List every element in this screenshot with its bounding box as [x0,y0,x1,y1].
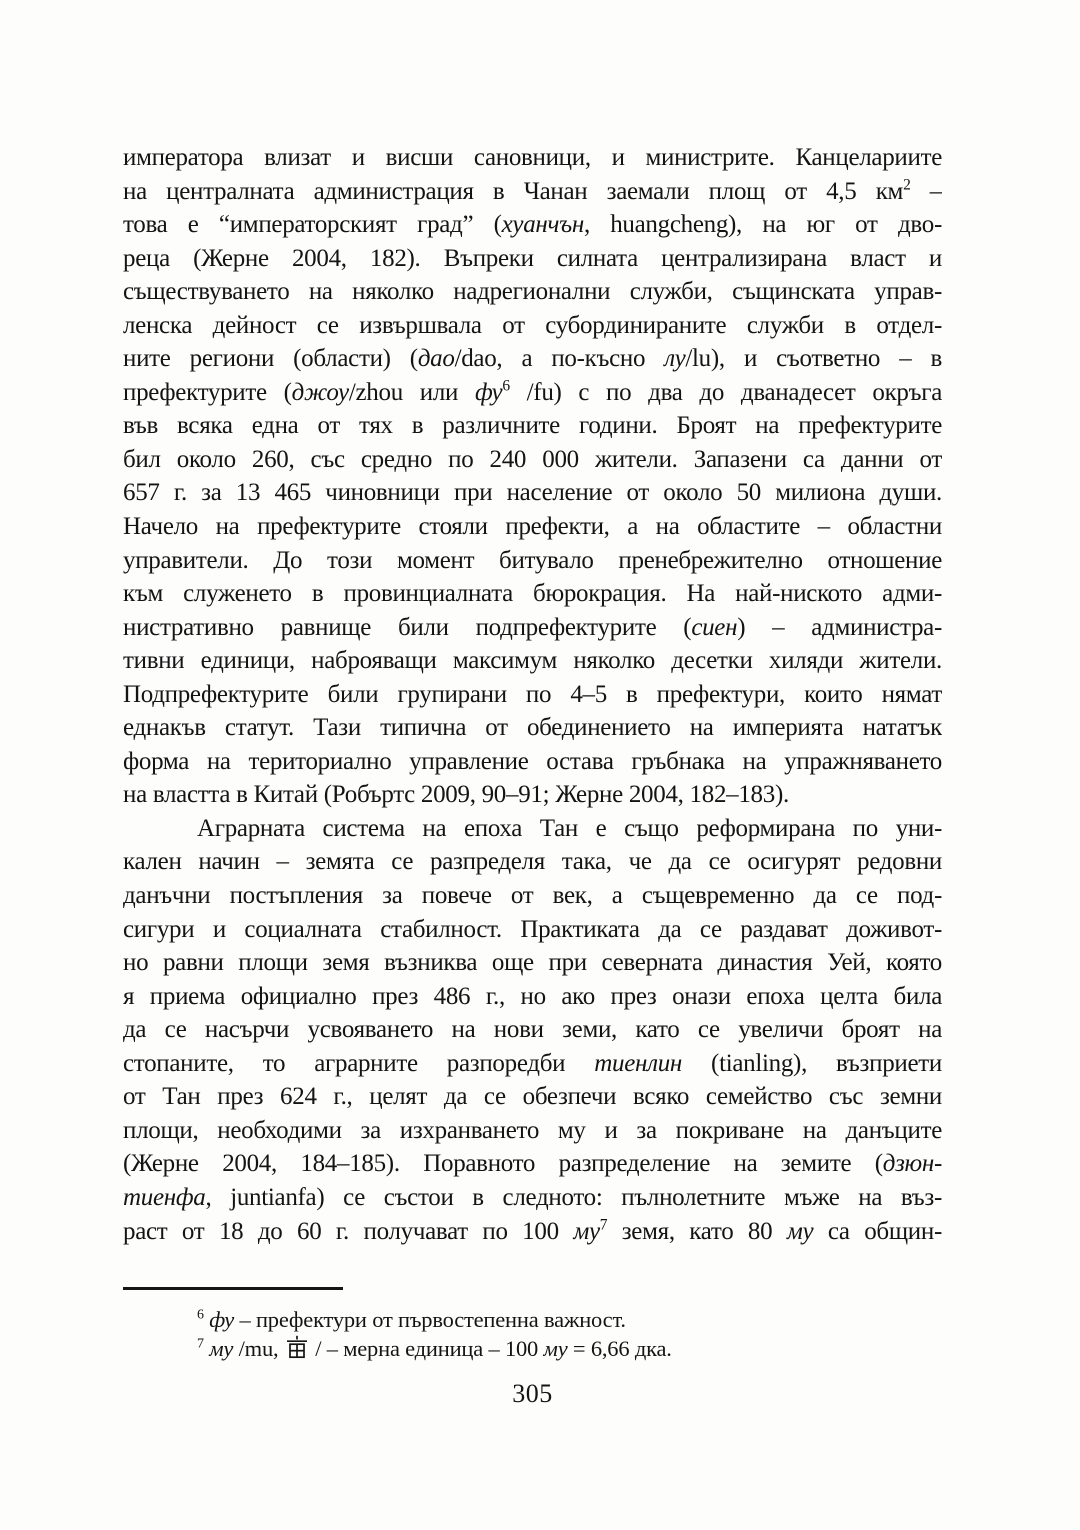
text-line [123,946,942,980]
text-line [123,980,942,1014]
text-line [123,745,942,779]
text-segment: реца (Жерне 2004, 182). Въпреки силната централизирана власт и [123,244,942,272]
text-segment: данъчни постъпления за повече от век, а същевременно да се под- [123,882,942,910]
italic-term: му [573,1217,600,1245]
italic-term: дао [417,345,455,373]
text-segment: от Тан през 624 г., целят да се обезпечи всяко семейство със земни [123,1083,942,1111]
text-segment: съществуването на няколко надрегионални служби, същинската управ- [123,278,942,306]
footnote [123,1306,942,1335]
text-segment: Аграрната система на епоха Тан е също реформирана по уни- [197,814,942,842]
text-line [123,476,942,510]
text-segment: но равни площи земя възниква още при северната династия Уей, която [123,949,942,977]
superscript-marker: 6 [502,377,510,395]
italic-term: му [543,1335,568,1361]
text-segment: ленска дейност се извършвала от субординираните служби в отдел- [123,311,942,339]
italic-term: сиен [691,613,738,641]
text-line [123,1181,942,1215]
text-segment: (Жерне 2004, 184–185). Поравното разпределение на земите ( [123,1150,883,1178]
footnotes-block [123,1306,942,1363]
text-line [123,644,942,678]
text-line [123,175,942,209]
text-segment: /lu), и съответно – в [685,345,942,373]
text-line [123,1114,942,1148]
italic-term: джоу [291,378,349,406]
text-line [123,242,942,276]
italic-term: дзюн- [882,1150,942,1178]
footnote [123,1335,942,1364]
text-segment: раст от 18 до 60 г. получават по 100 [123,1217,574,1245]
text-segment: 657 г. за 13 465 чиновници при население от около 50 милиона души. [123,479,942,507]
text-line [123,577,942,611]
text-segment: (tianling), възприети [682,1049,942,1077]
text-segment: форма на териториално управление остава гръбнака на упражняването [123,747,942,775]
text-line [123,1047,942,1081]
text-segment: , juntianfa) се състои в следното: пълнолетните мъже на въз- [205,1183,942,1211]
italic-term: лу [664,345,686,373]
text-segment: на властта в Китай (Робъртс 2009, 90–91; Жерне 2004, 182–183). [123,781,789,809]
text-segment: управители. До този момент битувало пренебрежително отношение [123,546,942,574]
superscript-marker: 6 [197,1307,204,1323]
text-segment: тивни единици, наброяващи максимум няколко десетки хиляди жители. [123,647,942,675]
text-line [123,1215,942,1249]
text-line [123,678,942,712]
text-line [123,1080,942,1114]
superscript-marker: 7 [197,1336,204,1351]
text-segment: бил около 260, със средно по 240 000 жители. Запазени са данни от [123,445,942,473]
text-line [123,845,942,879]
text-segment: = 6,66 дка. [567,1335,672,1361]
text-segment: нистративно равнище били подпрефектурите ( [123,613,692,641]
text-segment: еднакъв статут. Тази типична от обединението на империята нататък [123,714,942,742]
text-segment: /fu) с по два до дванадесет окръга [509,378,942,406]
text-segment: кален начин – земята се разпределя така, че да се осигурят редовни [123,848,942,876]
text-segment: императора влизат и висши сановници, и министрите. Канцелариите [123,144,942,171]
text-segment: площи, необходими за изхранването му и за покриване на данъците [123,1116,942,1144]
text-segment: към служенето в провинциалната бюрокрация. На най-ниското адми- [123,580,942,608]
text-segment: – префектури от първостепенна важност. [234,1307,626,1332]
text-segment: да се насърчи усвояването на нови земи, като се увеличи броят на [123,1016,942,1044]
text-segment: я приема официално през 486 г., но ако през онази епоха целта била [123,982,942,1010]
text-segment: / – мерна единица – 100 [309,1335,544,1361]
text-segment: /mu, [233,1335,284,1361]
body-text [123,141,942,1248]
text-segment: Начело на префектурите стояли префекти, а на областите – областни [123,513,942,541]
text-line [123,510,942,544]
text-segment: ните региони (области) ( [123,345,418,373]
text-segment: , huangcheng), на юг от дво- [583,211,942,239]
page-number: 305 [512,1379,553,1408]
text-segment: префектурите ( [123,378,292,406]
superscript-marker: 2 [903,176,911,194]
text-segment: на централната администрация в Чанан заемали площ от 4,5 км [123,177,904,205]
text-segment: /zhou или [348,378,475,406]
footnote-separator-rule [123,1287,343,1290]
text-segment: сигури и социалната стабилност. Практиката да се раздават доживот- [123,915,942,943]
text-segment: във всяка една от тях в различните години. Броят на префектурите [123,412,942,440]
text-line [123,913,942,947]
text-segment: – [910,177,942,205]
text-line [123,879,942,913]
text-line [123,309,942,343]
italic-term: тиенлин [594,1049,683,1077]
superscript-marker: 7 [599,1216,608,1234]
text-line [123,141,942,175]
text-line [123,778,942,812]
text-line [123,376,942,410]
text-line [123,611,942,645]
text-line [123,443,942,477]
italic-term: му [209,1335,234,1361]
text-line [123,342,942,376]
text-line [123,711,942,745]
text-segment: ) – администра- [737,613,942,641]
text-segment: /dao, а по-късно [454,345,665,373]
text-segment: Подпрефектурите били групирани по 4–5 в префектури, които нямат [123,680,942,708]
text-line [123,812,942,846]
text-line [123,1147,942,1181]
text-segment: стопаните, то аграрните разпоредби [123,1049,595,1077]
text-line [123,275,942,309]
italic-term: тиенфа [123,1183,206,1211]
italic-term: му [786,1217,814,1245]
text-line [123,544,942,578]
italic-term: хуанчън [501,211,584,239]
text-segment: земя, като 80 [607,1217,787,1245]
text-line [123,1013,942,1047]
text-line [123,409,942,443]
text-segment: са общин- [813,1217,942,1245]
italic-term: фу [474,378,503,406]
italic-term: фу [209,1307,235,1332]
text-line [123,208,942,242]
text-segment: това е “императорският град” ( [123,211,502,239]
cjk-mu-character [286,1335,308,1359]
